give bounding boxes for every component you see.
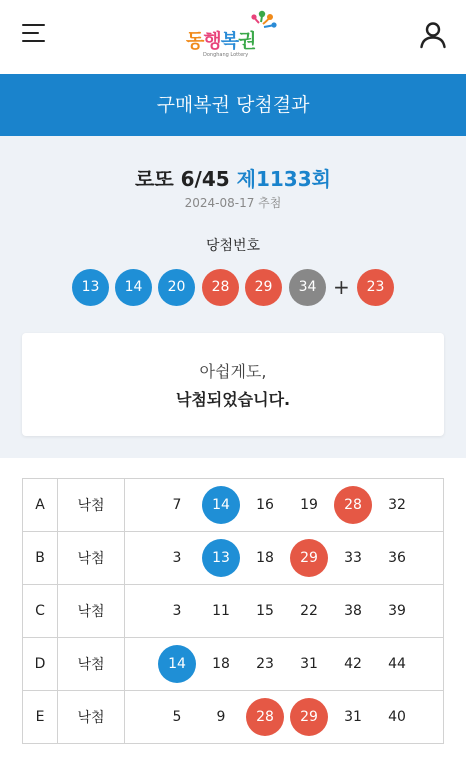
game-numbers bbox=[125, 585, 444, 638]
matched-number: 29 bbox=[290, 698, 328, 736]
game-number: 19 bbox=[300, 497, 318, 513]
matched-number: 14 bbox=[158, 645, 196, 683]
winning-ball: 14 bbox=[115, 269, 152, 306]
winning-ball: 20 bbox=[158, 269, 195, 306]
game-number: 7 bbox=[172, 497, 182, 513]
page-title: 구매복권 당첨결과 bbox=[0, 74, 466, 136]
result-message-card bbox=[22, 333, 444, 436]
game-status: 낙첨 bbox=[58, 532, 125, 585]
logo-char: 권 bbox=[238, 30, 256, 52]
winning-ball: 13 bbox=[72, 269, 109, 306]
logo-char: 복 bbox=[220, 30, 239, 52]
game-status: 낙첨 bbox=[58, 638, 125, 691]
game-number: 38 bbox=[344, 603, 362, 619]
matched-number: 28 bbox=[246, 698, 284, 736]
game-number: 18 bbox=[256, 550, 274, 566]
game-number: 9 bbox=[216, 709, 226, 725]
game-slot-label: B bbox=[23, 532, 58, 585]
game-number: 36 bbox=[388, 550, 406, 566]
game-row bbox=[23, 479, 444, 532]
game-numbers bbox=[125, 479, 444, 532]
winning-ball: 29 bbox=[245, 269, 282, 306]
game-slot-label: A bbox=[23, 479, 58, 532]
winning-ball: 28 bbox=[202, 269, 239, 306]
game-number: 3 bbox=[172, 550, 182, 566]
game-numbers bbox=[125, 532, 444, 585]
logo-subtitle: Donghang Lottery bbox=[203, 52, 249, 58]
game-row bbox=[23, 585, 444, 638]
game-row bbox=[23, 532, 444, 585]
game-status: 낙첨 bbox=[58, 691, 125, 744]
purchased-games-table bbox=[22, 478, 444, 744]
logo-char: 동 bbox=[186, 30, 204, 52]
game-number: 22 bbox=[300, 603, 318, 619]
matched-number: 13 bbox=[202, 539, 240, 577]
matched-number: 29 bbox=[290, 539, 328, 577]
game-number: 39 bbox=[388, 603, 406, 619]
game-number: 44 bbox=[388, 656, 406, 672]
game-number: 31 bbox=[300, 656, 318, 672]
user-icon[interactable] bbox=[418, 20, 448, 50]
game-slot-label: E bbox=[23, 691, 58, 744]
bonus-ball: 23 bbox=[357, 269, 394, 306]
game-number: 31 bbox=[344, 709, 362, 725]
game-number: 18 bbox=[212, 656, 230, 672]
game-slot-label: C bbox=[23, 585, 58, 638]
game-number: 23 bbox=[256, 656, 274, 672]
logo-text bbox=[186, 26, 255, 53]
game-number: 15 bbox=[256, 603, 274, 619]
game-number: 16 bbox=[256, 497, 274, 513]
game-slot-label: D bbox=[23, 638, 58, 691]
winning-numbers-label: 당첨번호 bbox=[205, 238, 261, 254]
game-numbers bbox=[125, 638, 444, 691]
matched-number: 14 bbox=[202, 486, 240, 524]
game-number: 11 bbox=[212, 603, 230, 619]
matched-number: 28 bbox=[334, 486, 372, 524]
bonus-plus-sign: + bbox=[333, 275, 350, 299]
header bbox=[0, 0, 466, 74]
game-number: 32 bbox=[388, 497, 406, 513]
game-number: 5 bbox=[172, 709, 182, 725]
logo-char: 행 bbox=[203, 30, 221, 52]
game-number: 42 bbox=[344, 656, 362, 672]
result-message-line1: 아쉽게도, bbox=[199, 362, 267, 381]
menu-icon[interactable] bbox=[22, 24, 46, 44]
logo[interactable] bbox=[186, 8, 282, 62]
game-row bbox=[23, 638, 444, 691]
draw-date: 2024-08-17 추첨 bbox=[184, 196, 282, 210]
game-numbers bbox=[125, 691, 444, 744]
game-status: 낙첨 bbox=[58, 585, 125, 638]
draw-round: 제1133회 bbox=[236, 167, 331, 191]
game-row bbox=[23, 691, 444, 744]
game-status: 낙첨 bbox=[58, 479, 125, 532]
game-number: 33 bbox=[344, 550, 362, 566]
game-title bbox=[0, 163, 466, 192]
game-name: 로또 6/45 bbox=[135, 167, 230, 191]
winning-ball: 34 bbox=[289, 269, 326, 306]
game-number: 40 bbox=[388, 709, 406, 725]
game-number: 3 bbox=[172, 603, 182, 619]
result-message-line2: 낙첨되었습니다. bbox=[175, 390, 291, 409]
